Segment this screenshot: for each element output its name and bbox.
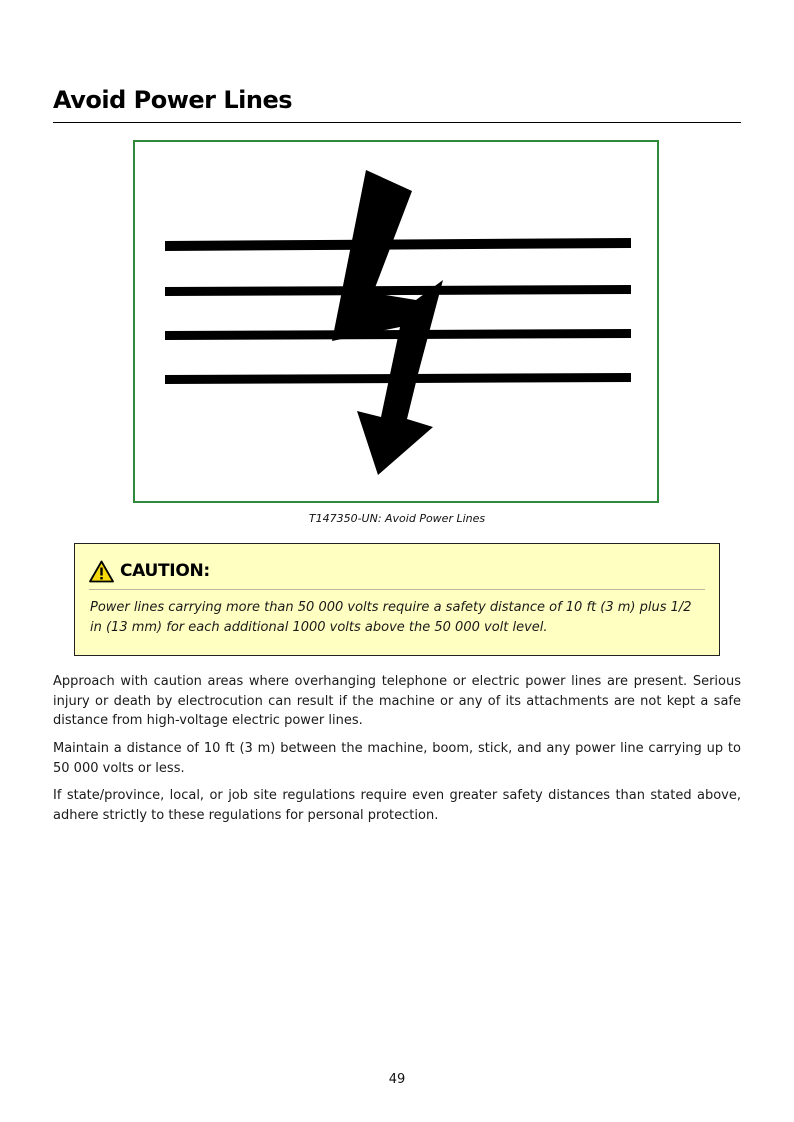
page-title: Avoid Power Lines bbox=[53, 86, 292, 114]
power-lines-lightning-icon bbox=[135, 142, 661, 505]
body-paragraph: Approach with caution areas where overhanging telephone or electric power lines are present. Serious injury or death by electrocution can result if the machine or any of its attachments are not kept a safe distance from high-voltage electric power lines. bbox=[53, 674, 741, 728]
title-divider bbox=[53, 122, 741, 123]
warning-triangle-icon bbox=[89, 560, 114, 583]
figure-frame bbox=[133, 140, 659, 503]
caution-text: Power lines carrying more than 50 000 volts require a safety distance of 10 ft (3 m) plus 1/2 in (13 mm) for each additional 1000 volts above the 50 000 volt level. bbox=[90, 600, 692, 635]
body-paragraph: If state/province, local, or job site regulations require even greater safety distances than stated above, adhere strictly to these regulations for personal protection. bbox=[53, 788, 741, 823]
caution-label: CAUTION: bbox=[120, 561, 210, 581]
caution-header bbox=[89, 558, 210, 584]
caution-divider bbox=[89, 589, 705, 590]
caution-box bbox=[74, 543, 720, 656]
body-paragraph: Maintain a distance of 10 ft (3 m) between the machine, boom, stick, and any power line carrying up to 50 000 volts or less. bbox=[53, 741, 741, 776]
page-number: 49 bbox=[388, 1072, 406, 1087]
figure-caption: T147350-UN: Avoid Power Lines bbox=[308, 512, 486, 525]
